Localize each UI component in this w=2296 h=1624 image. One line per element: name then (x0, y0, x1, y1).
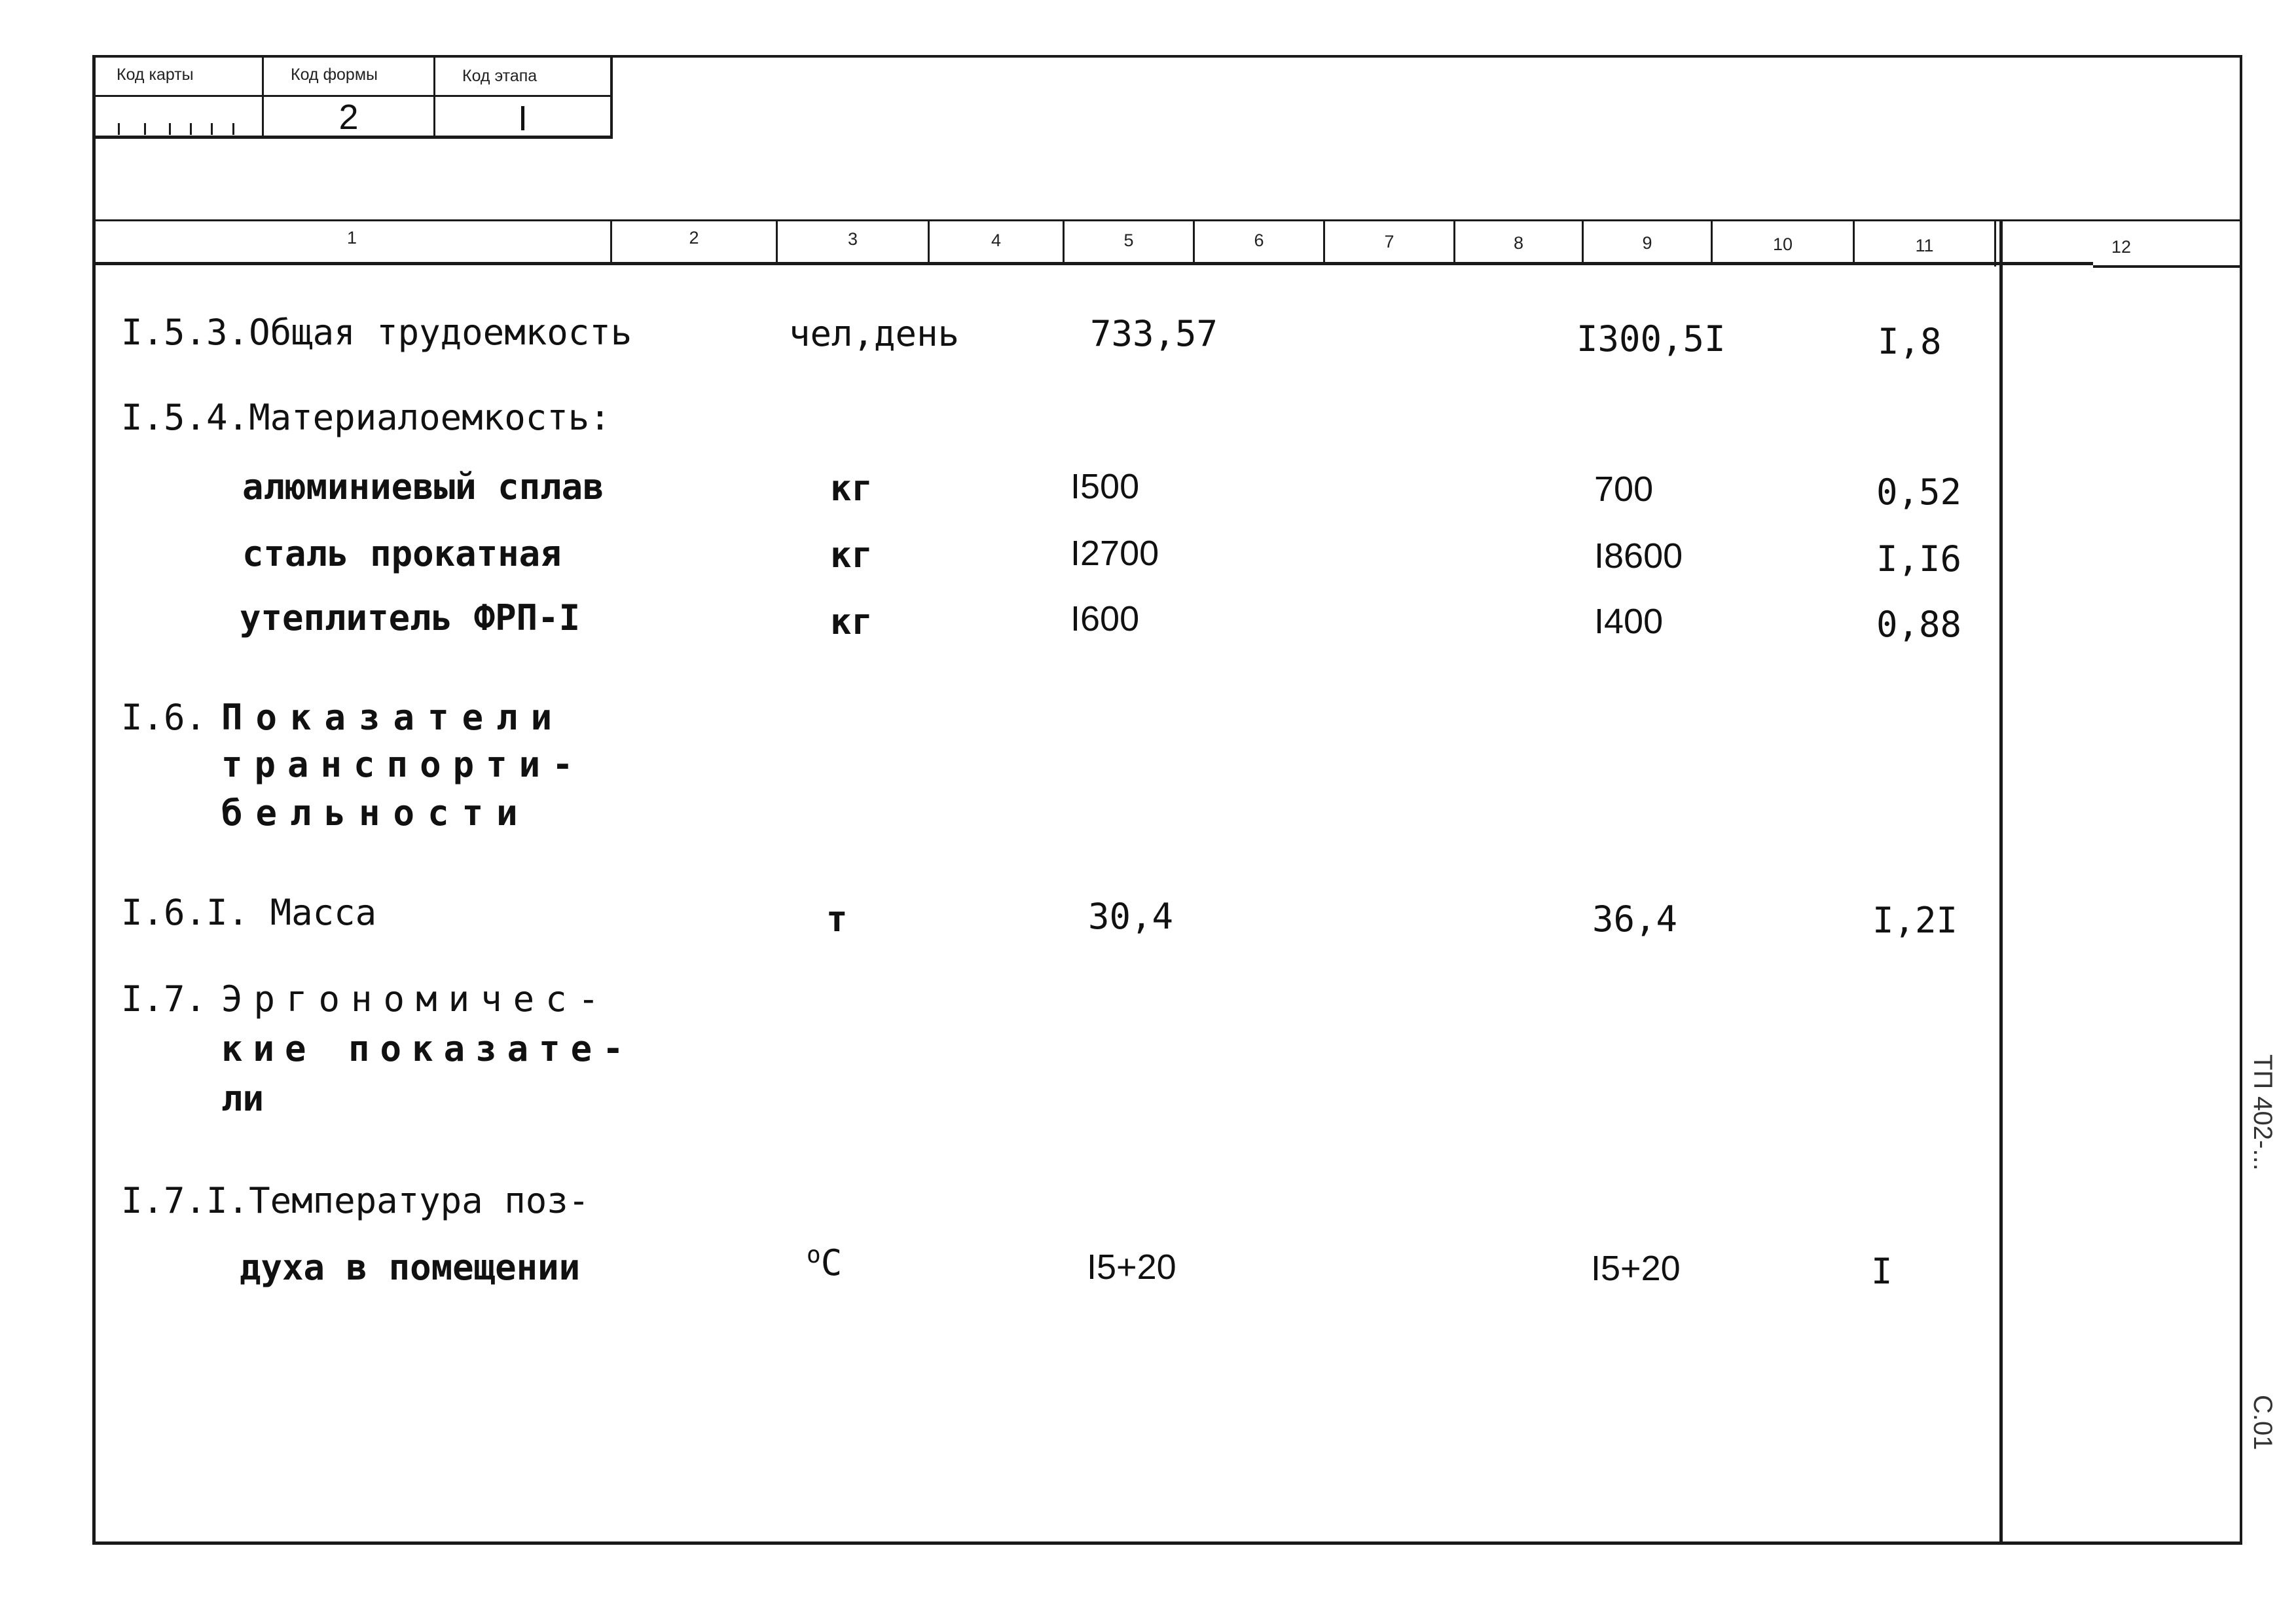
section-ergo-line1: Эргономичес- (221, 978, 611, 1020)
section-transport-line3: бельности (221, 792, 531, 834)
row-mass-v5: 30,4 (1088, 896, 1174, 937)
row-temp-name-1: I.7.I.Температура поз- (121, 1180, 590, 1221)
section-transport-line1: Показатели (221, 697, 566, 738)
section-transport-num: I.6. (121, 697, 207, 738)
label-kod-karty: Код карты (117, 65, 194, 84)
row-insul-v9: I400 (1594, 602, 1664, 641)
col-sep-11 (1994, 219, 1996, 267)
row-mass-unit: т (826, 898, 848, 940)
frame-top (94, 55, 2242, 58)
row-steel-v11: I,I6 (1876, 538, 1962, 580)
frame-right (2240, 55, 2242, 1544)
card-code-tick (190, 123, 192, 135)
row-labor-v9: I300,5I (1576, 318, 1726, 360)
margin-doc-number: ТП 402-... (2248, 1054, 2277, 1171)
col-num-7: 7 (1384, 232, 1394, 251)
row-temp-v9: I5+20 (1591, 1249, 1681, 1288)
row-insul-v5: I600 (1070, 599, 1140, 638)
frame-bottom (92, 1541, 2242, 1545)
colhead-bottom-12 (2093, 265, 2242, 268)
section-ergo-num: I.7. (121, 978, 207, 1020)
col-num-5: 5 (1123, 231, 1134, 250)
row-steel-unit: кг (830, 534, 873, 576)
col-num-4: 4 (991, 231, 1002, 250)
row-material-heading: I.5.4.Материалоемкость: (121, 397, 611, 438)
row-alu-v9: 700 (1594, 470, 1654, 509)
label-kod-etapa: Код этапа (462, 67, 538, 85)
row-labor-unit: чел,день (789, 313, 960, 354)
row-labor-v11: I,8 (1878, 321, 1942, 362)
col-num-1: 1 (346, 228, 357, 248)
row-mass-v9: 36,4 (1592, 898, 1678, 940)
col-num-6: 6 (1254, 231, 1264, 250)
col-num-9: 9 (1642, 233, 1652, 253)
stage-code-value: I (517, 99, 528, 138)
col-num-2: 2 (689, 228, 699, 248)
card-code-tick (211, 123, 213, 135)
row-temp-name-2: духа в помещении (240, 1247, 581, 1288)
colhead-bottom (94, 262, 2093, 265)
row-insul-unit: кг (830, 601, 873, 642)
row-steel-v5: I2700 (1070, 534, 1159, 573)
col-num-11: 11 (1915, 236, 1934, 255)
row-alu-unit: кг (830, 468, 873, 509)
card-code-tick (232, 123, 234, 135)
row-steel-name: сталь прокатная (242, 533, 562, 574)
col-num-10: 10 (1772, 234, 1793, 254)
row-alu-v5: I500 (1070, 467, 1140, 506)
row-labor-name: I.5.3.Общая трудоемкость (121, 312, 632, 353)
card-code-tick (169, 123, 171, 135)
label-kod-formy: Код формы (291, 65, 378, 84)
row-alu-v11: 0,52 (1876, 471, 1962, 513)
section-transport-line2: транспорти- (221, 744, 585, 785)
row-labor-v5: 733,57 (1090, 313, 1218, 354)
row-mass-v11: I,2I (1872, 900, 1958, 941)
colhead-top (94, 219, 2242, 221)
section-ergo-line3: ли (221, 1078, 264, 1119)
row-alu-name: алюминиевый сплав (242, 466, 604, 507)
col-num-12: 12 (2111, 237, 2132, 257)
form-code-value: 2 (338, 98, 359, 137)
section-ergo-line2: кие показате- (221, 1028, 634, 1069)
col-num-3: 3 (847, 229, 858, 249)
row-insul-name: утеплитель ФРП-I (240, 597, 581, 638)
row-temp-v11: I (1871, 1251, 1893, 1292)
frame-left (92, 55, 96, 1544)
row-mass-name: I.6.I. Масса (121, 892, 377, 933)
col12-divider (1999, 219, 2003, 1544)
codebox-right (610, 55, 613, 139)
row-temp-unit: $^o$C (807, 1242, 843, 1283)
card-code-tick (144, 123, 146, 135)
row-temp-v5: I5+20 (1087, 1247, 1176, 1287)
card-code-tick (118, 123, 120, 135)
margin-sheet-number: С.01 (2248, 1395, 2277, 1450)
row-steel-v9: I8600 (1594, 536, 1683, 576)
col-num-8: 8 (1513, 233, 1524, 253)
row-insul-v11: 0,88 (1876, 604, 1962, 645)
